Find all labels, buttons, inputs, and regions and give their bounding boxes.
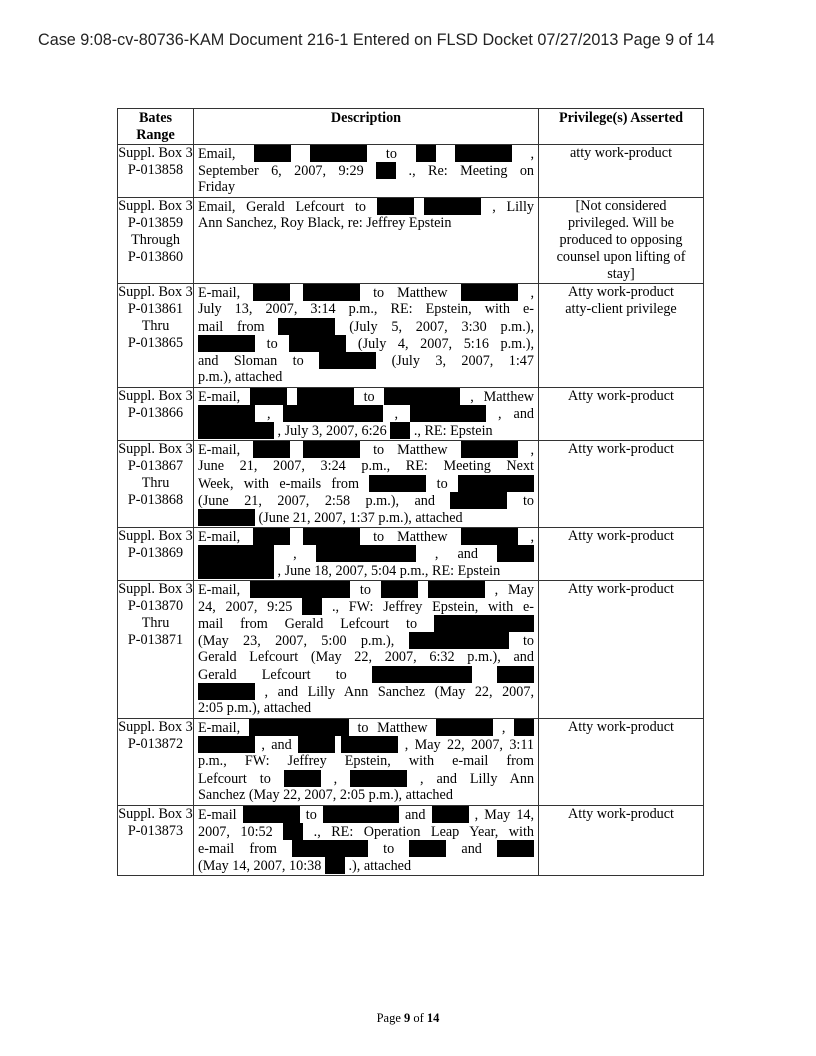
bates-line: Suppl. Box 3	[118, 388, 193, 404]
description-text: to Matthew	[357, 720, 428, 736]
description-text: June 21, 2007, 3:24 p.m., RE: Meeting Next	[198, 458, 534, 474]
description-text: Email,	[198, 146, 236, 162]
bates-line: P-013873	[127, 823, 184, 839]
table-row	[118, 581, 704, 719]
redaction-block	[283, 405, 383, 422]
bates-line: P-013867	[127, 458, 184, 474]
description-line	[198, 753, 534, 770]
bates-line: Suppl. Box 3	[118, 145, 193, 161]
description-text: , June 18, 2007, 5:04 p.m., RE: Epstein	[277, 563, 501, 579]
description-text: Gerald Lefcourt to	[198, 667, 347, 683]
description-text: to	[359, 582, 371, 598]
redaction-block	[461, 528, 518, 545]
description-text: September 6, 2007, 9:29	[198, 163, 364, 179]
redaction-block	[253, 441, 290, 458]
description-text: (May 23, 2007, 5:00 p.m.),	[198, 633, 395, 649]
privilege-line: atty-client privilege	[565, 301, 677, 317]
table-header-row	[118, 109, 704, 145]
description-cell	[194, 806, 539, 876]
description-text: ,	[333, 771, 338, 787]
description-text: (June 21, 2007, 1:37 p.m.), attached	[258, 510, 463, 526]
description-text: ., FW: Jeffrey Epstein, with e-	[331, 599, 534, 615]
description-text: (July 5, 2007, 3:30 p.m.),	[349, 319, 534, 335]
privilege-line: Atty work-product	[568, 388, 674, 404]
redaction-block	[310, 145, 367, 162]
description-line	[198, 162, 534, 179]
description-text: ,	[530, 529, 534, 545]
description-cell	[194, 719, 539, 806]
description-line	[198, 666, 534, 683]
table-row	[118, 528, 704, 581]
description-line	[198, 441, 534, 458]
redaction-block	[292, 840, 368, 857]
description-line	[198, 388, 534, 405]
redaction-block	[284, 770, 321, 787]
privilege-cell	[539, 806, 704, 876]
description-text: , and	[498, 406, 534, 422]
redaction-block	[409, 840, 446, 857]
redaction-block	[198, 562, 274, 579]
redaction-block	[283, 823, 303, 840]
description-line	[198, 369, 534, 386]
redaction-block	[316, 545, 416, 562]
redaction-block	[434, 615, 534, 632]
description-text: to	[522, 633, 534, 649]
redaction-block	[369, 475, 426, 492]
description-text: to	[522, 493, 534, 509]
redaction-block	[198, 509, 255, 526]
redaction-block	[302, 598, 322, 615]
description-text: and	[461, 841, 482, 857]
privilege-cell	[539, 719, 704, 806]
redaction-block	[319, 352, 376, 369]
description-text: ,	[293, 546, 297, 562]
redaction-block	[243, 806, 300, 823]
description-line	[198, 806, 534, 823]
redaction-block	[325, 857, 345, 874]
description-text: E-mail,	[198, 442, 241, 458]
description-line	[198, 719, 534, 736]
description-text: ., RE: Operation Leap Year, with	[313, 824, 534, 840]
bates-line: P-013872	[127, 736, 184, 752]
redaction-block	[250, 581, 350, 598]
privilege-line: Atty work-product	[568, 806, 674, 822]
bates-range-cell	[118, 388, 194, 441]
table-row	[118, 806, 704, 876]
description-text: ,	[394, 406, 399, 422]
description-text: E-mail,	[198, 529, 241, 545]
redaction-block	[497, 545, 534, 562]
description-line	[198, 509, 534, 526]
description-text: p.m.), attached	[198, 369, 283, 385]
description-line	[198, 562, 534, 579]
redaction-block	[409, 632, 509, 649]
description-line	[198, 840, 534, 857]
description-text: E-mail,	[198, 389, 241, 405]
description-cell	[194, 388, 539, 441]
description-text: and Sloman to	[198, 353, 304, 369]
description-text: , and Lilly Ann Sanchez (May 22, 2007,	[264, 684, 534, 700]
description-text: Week, with e-mails from	[198, 476, 359, 492]
description-line	[198, 632, 534, 649]
bates-line: Suppl. Box 3	[118, 528, 193, 544]
redaction-block	[198, 683, 255, 700]
description-line	[198, 615, 534, 632]
table-row	[118, 388, 704, 441]
description-text: (June 21, 2007, 2:58 p.m.), and	[198, 493, 435, 509]
redaction-block	[297, 388, 354, 405]
description-text: ,	[530, 442, 534, 458]
description-text: , May 14,	[474, 807, 534, 823]
description-cell	[194, 198, 539, 284]
description-text: E-mail	[198, 807, 237, 823]
bates-line: P-013866	[127, 405, 184, 421]
description-line	[198, 335, 534, 352]
description-text: ,	[530, 146, 534, 162]
privilege-cell	[539, 441, 704, 528]
redaction-block	[249, 719, 349, 736]
privilege-line: Atty work-product	[568, 528, 674, 544]
table-row	[118, 145, 704, 198]
bates-range-cell	[118, 198, 194, 284]
bates-range-cell	[118, 581, 194, 719]
description-text: to	[363, 389, 375, 405]
description-line	[198, 581, 534, 598]
description-line	[198, 528, 534, 545]
description-line	[198, 857, 534, 874]
description-text: ,	[266, 406, 271, 422]
description-text: E-mail,	[198, 720, 241, 736]
redaction-block	[323, 806, 399, 823]
description-text: to	[305, 807, 317, 823]
description-text: 2007, 10:52	[198, 824, 273, 840]
redaction-block	[198, 405, 255, 422]
bates-line: P-013871	[127, 632, 184, 648]
description-cell	[194, 581, 539, 719]
description-text: to Matthew	[373, 529, 448, 545]
redaction-block	[198, 335, 255, 352]
description-text: to	[385, 146, 397, 162]
privilege-line: stay]	[607, 266, 635, 282]
privilege-log-table	[117, 108, 704, 876]
redaction-block	[410, 405, 486, 422]
redaction-block	[497, 666, 534, 683]
redaction-block	[198, 422, 274, 439]
description-text: Friday	[198, 179, 236, 195]
description-cell	[194, 441, 539, 528]
description-text: Ann Sanchez, Roy Black, re: Jeffrey Epstein	[198, 215, 452, 231]
table-row	[118, 198, 704, 284]
description-text: E-mail,	[198, 582, 241, 598]
column-header-description: Description	[194, 109, 539, 145]
table-row	[118, 441, 704, 528]
redaction-block	[436, 719, 493, 736]
redaction-block	[381, 581, 418, 598]
description-text: 2:05 p.m.), attached	[198, 700, 312, 716]
privilege-line: privileged. Will be	[568, 215, 674, 231]
description-line	[198, 284, 534, 301]
redaction-block	[416, 145, 436, 162]
redaction-block	[461, 441, 518, 458]
description-text: , May 22, 2007, 3:11	[404, 737, 534, 753]
redaction-block	[461, 284, 518, 301]
description-text: , July 3, 2007, 6:26	[277, 423, 387, 439]
bates-range-cell	[118, 806, 194, 876]
footer-total-pages: 14	[426, 1011, 440, 1025]
description-text: Sanchez (May 22, 2007, 2:05 p.m.), attached	[198, 787, 453, 803]
privilege-cell	[539, 528, 704, 581]
description-line	[198, 787, 534, 804]
description-line	[198, 649, 534, 666]
description-line	[198, 145, 534, 162]
redaction-block	[372, 666, 472, 683]
description-line	[198, 198, 534, 215]
redaction-block	[514, 719, 534, 736]
redaction-block	[428, 581, 485, 598]
description-line	[198, 545, 534, 562]
description-line	[198, 683, 534, 700]
bates-range-cell	[118, 528, 194, 581]
redaction-block	[341, 736, 398, 753]
table-row	[118, 719, 704, 806]
privilege-cell	[539, 198, 704, 284]
footer-prefix: Page	[376, 1011, 401, 1025]
redaction-block	[497, 840, 534, 857]
redaction-block	[250, 388, 287, 405]
description-text: mail from	[198, 319, 265, 335]
bates-line: P-013869	[127, 545, 184, 561]
redaction-block	[298, 736, 335, 753]
privilege-cell	[539, 581, 704, 719]
description-text: Lefcourt to	[198, 771, 271, 787]
privilege-cell	[539, 388, 704, 441]
footer-of: of	[413, 1011, 424, 1025]
privilege-line: Atty work-product	[568, 441, 674, 457]
privilege-cell	[539, 284, 704, 388]
description-text: , and Lilly Ann	[420, 771, 534, 787]
privilege-line: Atty work-product	[568, 284, 674, 300]
table-row	[118, 284, 704, 388]
description-text: , Matthew	[470, 389, 534, 405]
description-text: and	[404, 807, 426, 823]
bates-range-cell	[118, 284, 194, 388]
description-text: to	[383, 841, 395, 857]
description-text: to Matthew	[373, 285, 448, 301]
description-text: , May	[494, 582, 534, 598]
description-text: (May 14, 2007, 10:38	[198, 858, 322, 874]
bates-range-cell	[118, 441, 194, 528]
bates-line: Thru	[141, 615, 170, 631]
description-line	[198, 352, 534, 369]
column-header-bates: Bates Range	[118, 109, 194, 145]
description-line	[198, 475, 534, 492]
description-line	[198, 492, 534, 509]
description-text: July 13, 2007, 3:14 p.m., RE: Epstein, with e-	[198, 301, 534, 317]
redaction-block	[455, 145, 512, 162]
privilege-line: Atty work-product	[568, 719, 674, 735]
description-line	[198, 770, 534, 787]
bates-line: P-013859	[127, 215, 184, 231]
privilege-line: atty work-product	[569, 145, 673, 161]
description-line	[198, 318, 534, 335]
description-line	[198, 736, 534, 753]
redaction-block	[424, 198, 481, 215]
bates-line: Thru	[141, 475, 170, 491]
description-text: , Lilly	[492, 199, 534, 215]
redaction-block	[198, 545, 274, 562]
redaction-block	[350, 770, 407, 787]
bates-line: Suppl. Box 3	[118, 284, 193, 300]
description-text: mail from Gerald Lefcourt to	[198, 616, 418, 632]
description-cell	[194, 284, 539, 388]
redaction-block	[384, 388, 460, 405]
footer-page-number: 9	[404, 1011, 411, 1025]
description-line	[198, 179, 534, 196]
redaction-block	[198, 736, 255, 753]
bates-line: Suppl. Box 3	[118, 806, 193, 822]
description-text: and	[457, 546, 478, 562]
redaction-block	[450, 492, 507, 509]
description-text: .), attached	[348, 858, 412, 874]
column-header-privilege: Privilege(s) Asserted	[539, 109, 704, 145]
description-text: ,	[434, 546, 439, 562]
description-text: ., Re: Meeting on	[408, 163, 534, 179]
bates-line: Suppl. Box 3	[118, 581, 193, 597]
case-header: Case 9:08-cv-80736-KAM Document 216-1 Entered on FLSD Docket 07/27/2013 Page 9 of 14	[38, 31, 715, 49]
redaction-block	[289, 335, 346, 352]
description-text: p.m., FW: Jeffrey Epstein, with e-mail from	[198, 753, 534, 769]
privilege-line: counsel upon lifting of	[556, 249, 686, 265]
bates-line: P-013861	[127, 301, 184, 317]
description-text: (July 3, 2007, 1:47	[391, 353, 534, 369]
description-line	[198, 422, 534, 439]
bates-line: Suppl. Box 3	[118, 719, 193, 735]
description-text: to Matthew	[373, 442, 448, 458]
description-text: (July 4, 2007, 5:16 p.m.),	[357, 336, 534, 352]
description-text: ,	[530, 285, 534, 301]
redaction-block	[303, 528, 360, 545]
description-text: ,	[501, 720, 506, 736]
redaction-block	[253, 528, 290, 545]
privilege-cell	[539, 145, 704, 198]
bates-line: Thru	[141, 318, 170, 334]
redaction-block	[303, 284, 360, 301]
description-cell	[194, 528, 539, 581]
privilege-line: Atty work-product	[568, 581, 674, 597]
redaction-block	[377, 198, 414, 215]
privilege-line: [Not considered	[575, 198, 667, 214]
description-text: Email, Gerald Lefcourt to	[198, 199, 367, 215]
description-line	[198, 458, 534, 475]
redaction-block	[254, 145, 291, 162]
redaction-block	[390, 422, 410, 439]
redaction-block	[376, 162, 396, 179]
description-line	[198, 700, 534, 717]
page-footer	[0, 1011, 816, 1026]
description-text: e-mail from	[198, 841, 277, 857]
table-body	[118, 145, 704, 876]
description-text: to	[436, 476, 448, 492]
bates-line: Suppl. Box 3	[118, 198, 193, 214]
redaction-block	[432, 806, 469, 823]
bates-line: Through	[131, 232, 180, 248]
description-text: 24, 2007, 9:25	[198, 599, 293, 615]
description-line	[198, 301, 534, 318]
redaction-block	[278, 318, 335, 335]
description-text: to	[266, 336, 278, 352]
redaction-block	[303, 441, 360, 458]
description-text: Gerald Lefcourt (May 22, 2007, 6:32 p.m.), and	[198, 649, 534, 665]
bates-line: P-013858	[127, 162, 184, 178]
bates-line: P-013860	[127, 249, 184, 265]
description-text: E-mail,	[198, 285, 241, 301]
description-text: ., RE: Epstein	[413, 423, 493, 439]
description-line	[198, 215, 534, 232]
bates-range-cell	[118, 145, 194, 198]
redaction-block	[253, 284, 290, 301]
description-line	[198, 405, 534, 422]
bates-range-cell	[118, 719, 194, 806]
redaction-block	[458, 475, 534, 492]
description-line	[198, 823, 534, 840]
bates-line: P-013868	[127, 492, 184, 508]
privilege-line: produced to opposing	[559, 232, 683, 248]
bates-line: P-013870	[127, 598, 184, 614]
bates-line: P-013865	[127, 335, 184, 351]
description-cell	[194, 145, 539, 198]
description-line	[198, 598, 534, 615]
bates-line: Suppl. Box 3	[118, 441, 193, 457]
description-text: , and	[261, 737, 292, 753]
